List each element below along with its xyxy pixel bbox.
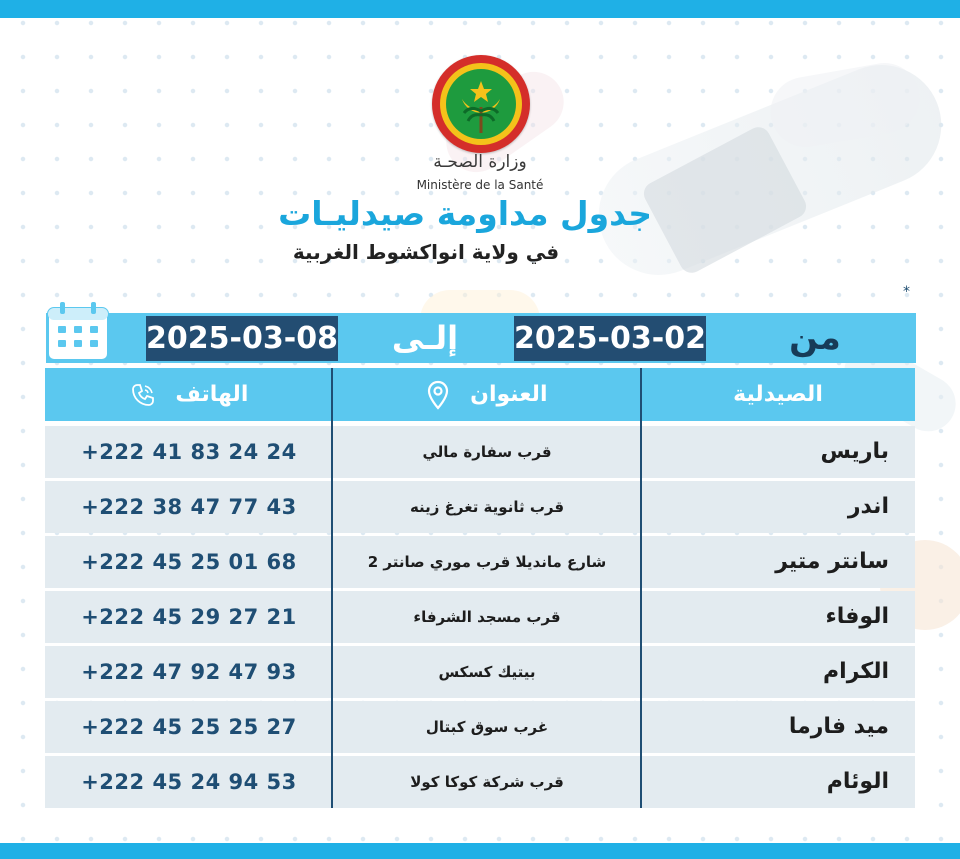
pharmacy-name: الوئام <box>826 769 889 794</box>
top-accent-bar <box>0 0 960 18</box>
pharmacy-address: قرب سفارة مالي <box>422 443 552 461</box>
to-label: إلـى <box>391 319 459 357</box>
phone-icon <box>130 382 156 408</box>
header-pharmacy-label: الصيدلية <box>733 382 823 407</box>
pharmacy-table <box>45 368 915 808</box>
pharmacy-name: سانتر متير <box>775 549 889 574</box>
header-address-label: العنوان <box>470 382 548 407</box>
pharmacy-phone: +222 47 92 47 93 <box>81 660 297 684</box>
pharmacy-name: ميد فارما <box>788 714 889 739</box>
ministry-name-french: Ministère de la Santé <box>416 178 544 192</box>
table-header-row <box>45 368 915 421</box>
pharmacy-phone: +222 38 47 77 43 <box>81 495 297 519</box>
pharmacy-name: الكرام <box>823 659 889 684</box>
pharmacy-phone: +222 45 25 01 68 <box>81 550 297 574</box>
from-label: من <box>789 318 841 358</box>
table-row <box>45 756 915 808</box>
table-row <box>45 426 915 478</box>
asterisk-note: * <box>903 284 910 300</box>
pharmacy-phone: +222 45 29 27 21 <box>81 605 297 629</box>
national-emblem-icon <box>432 55 530 153</box>
pharmacy-address: قرب ثانوية تغرغ زينه <box>409 498 565 516</box>
column-divider <box>331 368 333 808</box>
pharmacy-address: غرب سوق كبتال <box>425 718 549 736</box>
ministry-name-arabic: وزارة الصحـة <box>433 152 527 172</box>
table-row <box>45 481 915 533</box>
page-subtitle: في ولاية انواكشوط الغربية <box>292 240 560 264</box>
header-phone-label: الهاتف <box>175 382 249 407</box>
pharmacy-address: بيتيك كسكس <box>438 663 536 681</box>
pharmacy-address: قرب شركة كوكا كولا <box>410 773 564 791</box>
from-date: 2025-03-02 <box>514 316 706 361</box>
pharmacy-phone: +222 45 25 25 27 <box>81 715 297 739</box>
page-title: جدول مداومة صيدليـات <box>278 194 652 233</box>
pharmacy-name: باريس <box>820 439 889 464</box>
pharmacy-phone: +222 41 83 24 24 <box>81 440 297 464</box>
header-pharmacy <box>641 368 915 421</box>
pharmacy-phone: +222 45 24 94 53 <box>81 770 297 794</box>
table-row <box>45 591 915 643</box>
pharmacy-name: الوفاء <box>825 604 889 629</box>
table-row <box>45 536 915 588</box>
header-address <box>333 368 641 421</box>
pharmacy-name: اندر <box>847 494 889 519</box>
to-date: 2025-03-08 <box>146 316 338 361</box>
bottom-accent-bar <box>0 843 960 859</box>
pharmacy-address: شارع مانديلا قرب موري صانتر 2 <box>367 553 607 571</box>
table-row <box>45 646 915 698</box>
calendar-icon <box>46 300 110 362</box>
header-phone <box>45 368 333 421</box>
location-pin-icon <box>427 380 449 410</box>
pharmacy-address: قرب مسجد الشرفاء <box>413 608 561 626</box>
table-row <box>45 701 915 753</box>
column-divider <box>640 368 642 808</box>
